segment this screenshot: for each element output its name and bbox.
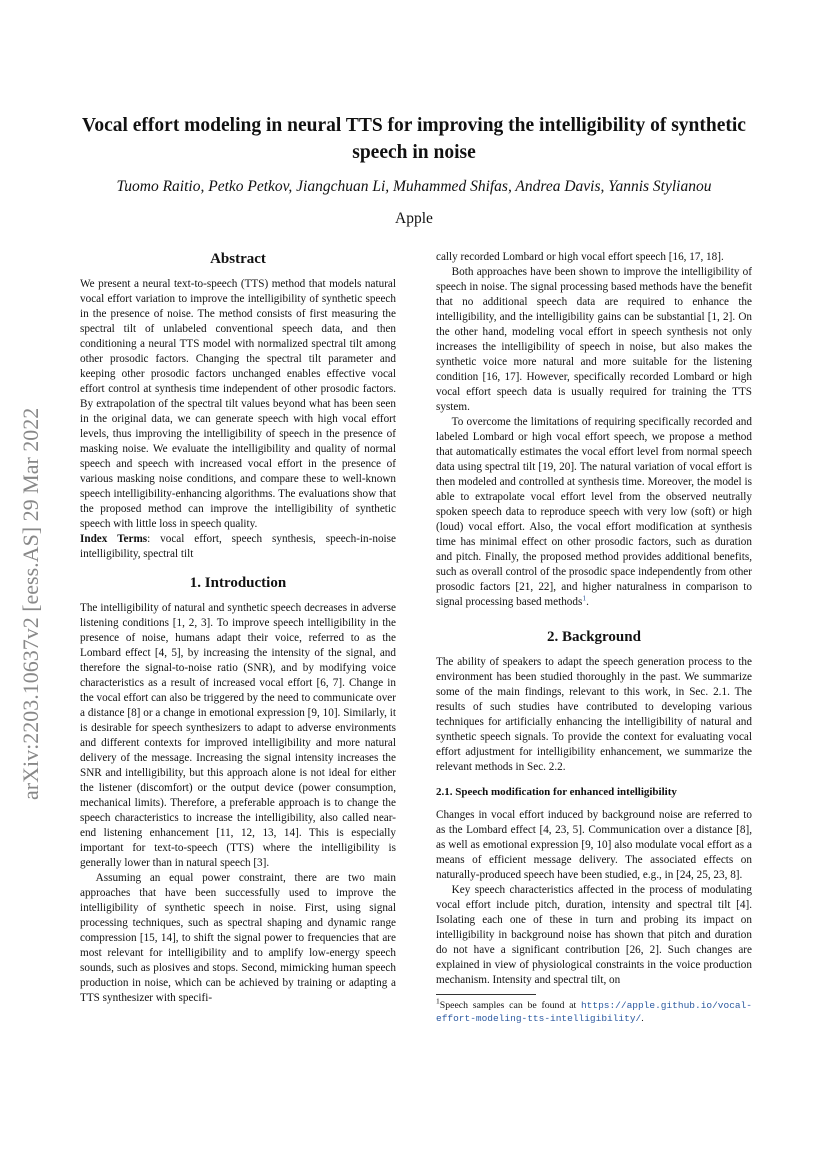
intro-paragraph-5: [436, 415, 752, 610]
intro-paragraph-2: Assuming an equal power constraint, there are two main approaches that have been successfully used to improve the intelligibility of synthetic speech in noise. First, using signal processing techniques, such as spectral shaping and dynamic range compression [15, 14], to shift the signal power to frequencies that are most relevant for intelligibility and to amplify low-energy speech sounds, such as plosives and stops. Second, mimicking human speech production in noise, which can be achieved by training or adapting a TTS synthesizer with specifi-: [80, 872, 396, 1004]
intro-paragraph-1: The intelligibility of natural and synthetic speech decreases in adverse listening conditions [1, 2, 3]. To improve speech intelligibility in the presence of noise, humans adapt their voice, referred to as the Lombard effect [4, 5], by increasing the intensity of the signal, and therefore the signal-to-noise ratio (SNR), and by modifying voice characteristics as a result of increased vocal effort [6, 7]. Change in the vocal effort can also be triggered by the need to communicate over a distance [8] or a change in emotional expression [9, 10]. Similarly, it is desirable for speech synthesizers to adapt to adverse environments and different contexts for improved intelligibility and more natural delivery of the message. Increasing the signal intensity increases the SNR and intelligibility, but this approach alone is not ideal for either the listener (discomfort) or the output device (power consumption, mechanical limits). Therefore, a preferable approach is to change the speech characteristics to increase the intelligibility, also called near-end listening enhancement [11, 12, 13, 14]. This is especially important for text-to-speech (TTS) where the intelligibility is generally lower than in natural speech [3].: [80, 602, 396, 869]
index-terms-text: : vocal effort, speech synthesis, speech-in-noise intelligibility, spectral tilt: [80, 533, 396, 560]
abstract-block: [80, 277, 396, 562]
background-paragraph-2: Changes in vocal effort induced by background noise are referred to as the Lombard effect [4, 23, 5]. Communication over a distance [8], as well as emotional expression [9, 10] also modulate vocal effort as a means of efficient message delivery. The associated effects on naturally-produced speech have been studied, e.g., in [24, 25, 23, 8].: [436, 809, 752, 881]
affiliation: Apple: [395, 210, 433, 227]
footnote-end: .: [641, 1013, 644, 1024]
footnote-number: 1: [436, 996, 440, 1006]
background-heading: 2. Background: [547, 629, 641, 645]
abstract-text: We present a neural text-to-speech (TTS) method that models natural vocal effort variation to improve the intelligibility of synthetic speech in the presence of noise. The method consists of first measuring the spectral tilt of unlabeled conventional speech data, and then conditioning a neural TTS model with normalized spectral tilt among other prosodic factors. Changing the spectral tilt parameter and keeping other prosodic factors unchanged enables effective vocal effort control at synthesis time independent of other prosodic factors. By extrapolation of the spectral tilt values beyond what has been seen in the original data, we can generate speech with high vocal effort levels, thus improving the intelligibility of speech in the presence of masking noise. We evaluate the intelligibility and quality of normal speech and speech with increased vocal effort in the presence of various masking noise conditions, and compare these to well-known speech intelligibility-enhancing algorithms. The evaluations show that the proposed method can improve the intelligibility of synthetic speech with little loss in speech quality.: [80, 278, 396, 530]
left-column: [80, 250, 396, 1006]
subsection-heading: 2.1. Speech modification for enhanced intelligibility: [436, 786, 677, 798]
footnote-rule: [436, 994, 536, 995]
background-paragraph-1: The ability of speakers to adapt the speech generation process to the environment has been studied thoroughly in the past. We summarize some of the main findings, relevant to this work, in Sec. 2.1. The results of such studies have contributed to developing various techniques for artificially enhancing the intelligibility of natural and synthetic speech signals. To provide the context for evaluating vocal effort adjustment for intelligibility enhancement, we summarize the relevant methods in Sec. 2.2.: [436, 656, 752, 773]
footnote-marker[interactable]: 1: [582, 593, 587, 603]
intro-paragraph-3: cally recorded Lombard or high vocal effort speech [16, 17, 18].: [436, 251, 724, 263]
right-column: [436, 250, 752, 1025]
abstract-heading: Abstract: [210, 251, 266, 267]
intro-paragraph-4: Both approaches have been shown to improve the intelligibility of speech in noise. The signal processing based methods have the benefit that no additional speech data are required to enhance the intelligibility, and the intelligibility gains can be substantial [1, 2]. On the other hand, modeling vocal effort in speech synthesis not only increases the intelligibility of speech in noise, but also makes the synthetic voice more natural and more suitable for the listening condition [16, 17]. However, specifically recorded Lombard or high vocal effort speech data is usually required for training the TTS system.: [436, 266, 752, 413]
index-terms: [80, 532, 396, 562]
footnote-link[interactable]: https://apple.github.io/vocal-effort-modeling-tts-intelligibility/: [436, 1000, 752, 1024]
background-paragraph-3: Key speech characteristics affected in the process of modulating vocal effort include pitch, duration, intensity and spectral tilt [4]. Isolating each one of these in turn and probing its impact on intelligibility in background noise has shown that pitch and duration do not have a significant contribution [26, 2]. Such changes are explained in view of physiological constraints in the voice production mechanism. Intensity and spectral tilt, on: [436, 884, 752, 986]
arxiv-identifier: arXiv:2203.10637v2 [eess.AS] 29 Mar 2022: [18, 407, 43, 800]
author-list: Tuomo Raitio, Petko Petkov, Jiangchuan Li, Muhammed Shifas, Andrea Davis, Yannis Stylianou: [116, 178, 712, 195]
footnote-text: Speech samples can be found at: [439, 1000, 581, 1011]
footnote: [436, 996, 752, 1025]
intro-heading: 1. Introduction: [189, 575, 287, 591]
index-terms-label: Index Terms: [80, 533, 148, 545]
paper-title: Vocal effort modeling in neural TTS for improving the intelligibility of synthetic speech in noise: [82, 115, 746, 163]
intro-paragraph-5-text: To overcome the limitations of requiring specifically recorded and labeled Lombard or high vocal effort speech, we propose a method that automatically estimates the vocal effort level from normal speech data using spectral tilt [19, 20]. The natural variation of vocal effort is then modeled and controlled at synthesis time. Moreover, the model is able to extrapolate vocal effort level from the observed neutrally spoken speech data to reproduce speech with very low (soft) or high (loud) vocal effort. Also, the vocal effort modification at synthesis time has minimal effect on other prosodic factors, such as duration and pitch. Finally, the proposed method provides additional benefits, such as overall control of the prosodic space independently from other prosodic factors [21, 22], and higher naturalness in comparison to signal processing based methods: [436, 416, 752, 608]
intro-paragraph-5-end: .: [586, 596, 589, 608]
